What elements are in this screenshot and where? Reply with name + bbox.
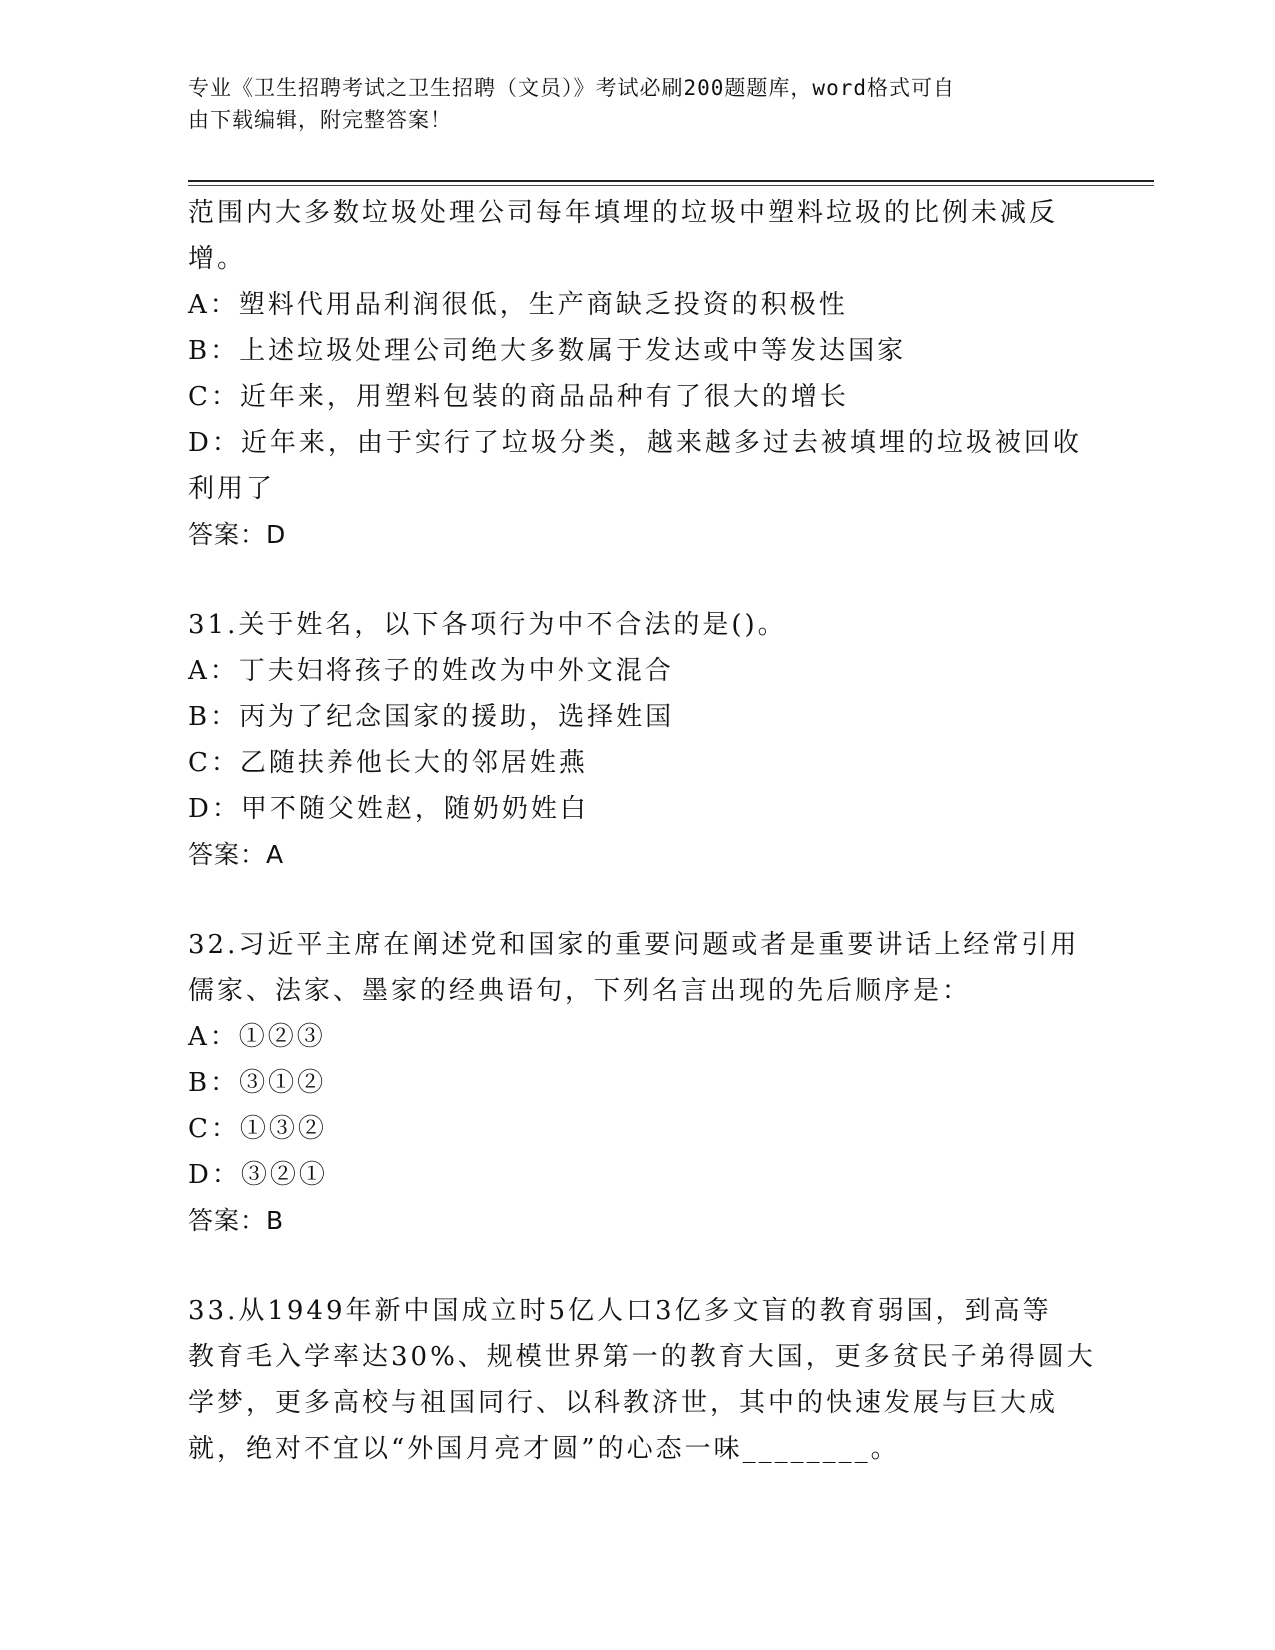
option-a: A：①②③ xyxy=(188,1022,326,1052)
question-stem: 儒家、法家、墨家的经典语句，下列名言出现的先后顺序是： xyxy=(188,976,972,1006)
header-line-2: 由下载编辑，附完整答案！ xyxy=(188,108,452,132)
question-stem: 32.习近平主席在阐述党和国家的重要问题或者是重要讲话上经常引用 xyxy=(188,930,1080,960)
document-header xyxy=(188,72,1068,136)
answer: 答案：D xyxy=(188,520,287,549)
header-divider-thin xyxy=(188,185,1154,186)
option-d: D：近年来，由于实行了垃圾分类，越来越多过去被填埋的垃圾被回收 xyxy=(188,428,1082,458)
option-a: A：丁夫妇将孩子的姓改为中外文混合 xyxy=(188,656,674,686)
question-stem: 教育毛入学率达30%、规模世界第一的教育大国，更多贫民子弟得圆大 xyxy=(188,1342,1096,1372)
question-stem: 范围内大多数垃圾处理公司每年填埋的垃圾中塑料垃圾的比例未减反 xyxy=(188,198,1059,228)
option-d-continued: 利用了 xyxy=(188,474,276,504)
answer: 答案：B xyxy=(188,1206,285,1235)
option-b: B：③①② xyxy=(188,1068,327,1098)
option-b: B：丙为了纪念国家的援助，选择姓国 xyxy=(188,702,675,732)
question-stem: 增。 xyxy=(188,244,247,274)
option-d: D：③②① xyxy=(188,1160,328,1190)
question-stem: 学梦，更多高校与祖国同行、以科教济世，其中的快速发展与巨大成 xyxy=(188,1388,1059,1418)
option-d: D：甲不随父姓赵，随奶奶姓白 xyxy=(188,794,589,824)
option-a: A：塑料代用品利润很低，生产商缺乏投资的积极性 xyxy=(188,290,848,320)
question-33 xyxy=(188,1288,1096,1472)
answer: 答案：A xyxy=(188,840,285,869)
option-b: B：上述垃圾处理公司绝大多数属于发达或中等发达国家 xyxy=(188,336,907,366)
option-c: C：近年来，用塑料包装的商品品种有了很大的增长 xyxy=(188,382,849,412)
question-31 xyxy=(188,602,1088,878)
header-divider xyxy=(188,180,1154,182)
question-list xyxy=(188,190,1096,1472)
header-line-1: 专业《卫生招聘考试之卫生招聘（文员）》考试必刷200题题库，word格式可自 xyxy=(188,76,955,100)
option-c: C：乙随扶养他长大的邻居姓燕 xyxy=(188,748,588,778)
option-c: C：①③② xyxy=(188,1114,327,1144)
question-30 xyxy=(188,190,1088,558)
question-stem: 33.从1949年新中国成立时5亿人口3亿多文盲的教育弱国，到高等 xyxy=(188,1296,1052,1326)
question-stem: 就，绝对不宜以“外国月亮才圆”的心态一味________。 xyxy=(188,1434,900,1464)
question-32 xyxy=(188,922,1088,1244)
question-stem: 31.关于姓名，以下各项行为中不合法的是()。 xyxy=(188,610,787,640)
